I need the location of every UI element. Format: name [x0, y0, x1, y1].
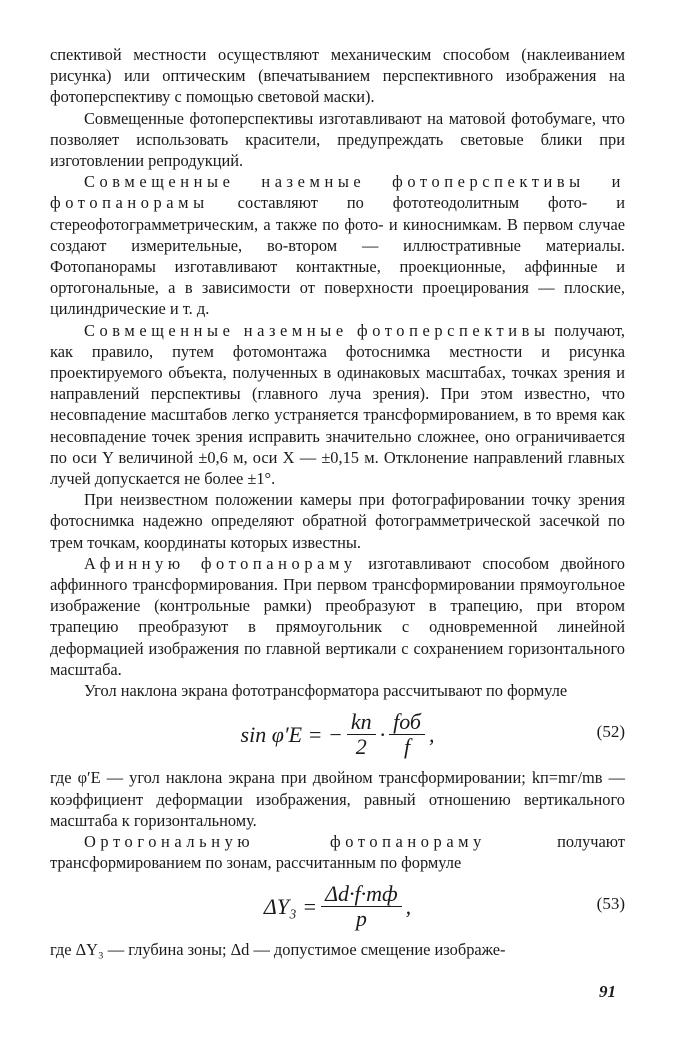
- spaced-term: Афинную фотопанораму: [84, 553, 357, 573]
- paragraph-7: Угол наклона экрана фототрансформатора рассчитывают по формуле: [84, 681, 568, 701]
- fraction: [347, 710, 376, 759]
- denominator: 2: [355, 733, 367, 759]
- spaced-term: Совмещенные наземные фотоперспективы: [84, 320, 550, 340]
- numerator: Δd·f·mф: [321, 882, 402, 907]
- page-number: 91: [599, 982, 616, 1001]
- formula-comma: ,: [428, 721, 435, 747]
- paragraph-6-text: изготавливают способом двойного аффинного трансформирования. При первом трансформировании прямоугольное изображение (контрольные рамки) преобразуют в трапецию, при втором трапецию преобразуют в прямоугольник с одновременной линейной деформацией изображения по главной вертикали с сохранением горизонтального масштаба.: [50, 553, 626, 679]
- equation-number: (52): [596, 722, 625, 742]
- formula-comma: ,: [405, 893, 412, 919]
- paragraph-5: При неизвестном положении камеры при фотографировании точку зрения фотоснимка надежно определяют обратной фотограмметрической засечкой по трем точкам, координаты которых известны.: [50, 490, 625, 552]
- formula-52-expression: sin φ′E = − $\frac{kп}{2}$ · $\frac{\text{fоб}}{f}$ ,: [240, 708, 435, 759]
- body-text: [50, 44, 625, 961]
- numerator: kп: [347, 710, 376, 735]
- formula-53-expression: [50, 873, 625, 939]
- denominator: p: [355, 905, 367, 931]
- formula-53: [50, 873, 625, 939]
- paragraph-2: Совмещенные фотоперспективы изготавливают на матовой фотобумаге, что позволяет использовать красители, предупреждать световые блики при изготовлении репродукций.: [50, 108, 625, 171]
- fraction: [321, 882, 402, 931]
- paragraph-6: [50, 553, 625, 680]
- numerator: fоб: [389, 710, 425, 735]
- paragraph-4: [50, 320, 625, 490]
- paragraph-9: [50, 831, 625, 873]
- spaced-term: Совмещенные наземные фотоперспективы и фотопанорамы: [50, 172, 625, 213]
- formula-52: [50, 701, 625, 767]
- paragraph-4-text: получают, как правило, путем фотомонтажа фотоснимка местности и рисунка проектируемого объекта, полученных в одинаковых масштабах, точках зрения и направлений перспективы (главного луча зрения). При этом известно, что несовпадение масштабов легко устраняется трансформированием, в то время как несовпадение точек зрения исправить значительно сложнее, оно ограничивается по оси Y величиной ±0,6 м, оси X — ±0,15 м. Отклонение направлений главных лучей допускается не более ±1°.: [50, 320, 625, 489]
- spaced-term: Ортогональную фотопанораму: [84, 831, 486, 851]
- paragraph-3: [50, 171, 625, 319]
- fraction: [389, 710, 425, 759]
- denominator: f: [403, 733, 411, 759]
- formula-53-lhs: ΔY₃ =: [263, 893, 318, 919]
- paragraph-3-text: составляют по фототеодолитным фото- и стереофотограмметрическим, а также по фото- и киноснимкам. В первом случае создают измерительные, во-втором — иллюстративные материалы. Фотопанорамы изготавливают контактные, проекционные, аффинные и ортогональные, а в зависимости от поверхности проецирования — плоские, цилиндрические и т. д.: [50, 193, 625, 319]
- equation-number: (53): [596, 894, 625, 914]
- formula-52-lhs: sin φ′E = −: [240, 721, 343, 747]
- paragraph-1: спективой местности осуществляют механическим способом (наклеиванием рисунка) или оптическим (впечатыванием перспективного изображения на фотоперспективу с помощью световой маски).: [50, 45, 625, 107]
- paragraph-9-text: получают трансформированием по зонам, рассчитанным по формуле: [50, 831, 625, 873]
- paragraph-8: где φ′E — угол наклона экрана при двойном трансформировании; kп=mг/mв — коэффициент деформации изображения, равный отношению вертикального масштаба к горизонтальному.: [50, 768, 625, 830]
- paragraph-10: где ΔY₃ — глубина зоны; Δd — допустимое смещение изображе-: [50, 940, 506, 960]
